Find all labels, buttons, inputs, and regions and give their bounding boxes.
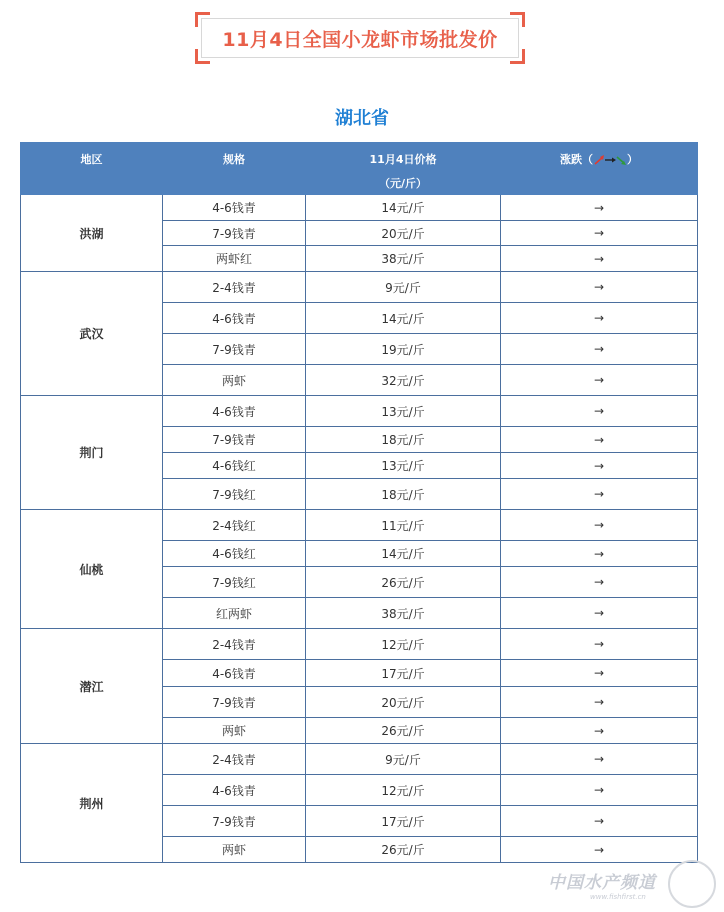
trend-cell: → [501, 837, 698, 863]
trend-cell: → [501, 365, 698, 396]
column-header-price-line2: （元/斤） [378, 177, 428, 190]
spec-cell: 4-6钱红 [163, 453, 306, 479]
trend-cell: → [501, 775, 698, 806]
trend-cell: → [501, 806, 698, 837]
column-header-region: 地区 [21, 143, 163, 195]
table-row [21, 396, 698, 427]
spec-cell: 两虾 [163, 837, 306, 863]
column-header-price [306, 143, 501, 195]
price-cell: 17元/斤 [306, 660, 501, 687]
title-banner [195, 12, 525, 64]
price-cell: 26元/斤 [306, 718, 501, 744]
trend-cell: → [501, 272, 698, 303]
table-row [21, 744, 698, 775]
price-cell: 13元/斤 [306, 453, 501, 479]
trend-cell: → [501, 687, 698, 718]
spec-cell: 7-9钱青 [163, 334, 306, 365]
spec-cell: 7-9钱青 [163, 221, 306, 246]
price-cell: 14元/斤 [306, 541, 501, 567]
trend-cell: → [501, 221, 698, 246]
spec-cell: 4-6钱青 [163, 303, 306, 334]
trend-legend-icon [593, 154, 627, 166]
price-cell: 14元/斤 [306, 195, 501, 221]
province-heading: 湖北省 [335, 108, 389, 129]
trend-cell: → [501, 479, 698, 510]
spec-cell: 4-6钱青 [163, 396, 306, 427]
spec-cell: 7-9钱红 [163, 567, 306, 598]
spec-cell: 7-9钱红 [163, 479, 306, 510]
column-header-price-line1: 11月4日价格 [369, 153, 437, 166]
table-row [21, 629, 698, 660]
price-cell: 26元/斤 [306, 837, 501, 863]
region-cell: 仙桃 [21, 510, 163, 629]
price-cell: 20元/斤 [306, 221, 501, 246]
spec-cell: 7-9钱青 [163, 806, 306, 837]
spec-cell: 两虾 [163, 365, 306, 396]
region-cell: 荆州 [21, 744, 163, 863]
price-cell: 38元/斤 [306, 246, 501, 272]
price-cell: 14元/斤 [306, 303, 501, 334]
table-row [21, 272, 698, 303]
spec-cell: 2-4钱青 [163, 629, 306, 660]
page-title: 11月4日全国小龙虾市场批发价 [222, 29, 498, 51]
trend-cell: → [501, 246, 698, 272]
price-cell: 11元/斤 [306, 510, 501, 541]
table-row [21, 195, 698, 221]
spec-cell: 2-4钱青 [163, 744, 306, 775]
spec-cell: 7-9钱青 [163, 687, 306, 718]
spec-cell: 2-4钱青 [163, 272, 306, 303]
table-header-row [21, 143, 698, 195]
trend-cell: → [501, 598, 698, 629]
trend-cell: → [501, 718, 698, 744]
trend-cell: → [501, 453, 698, 479]
price-cell: 26元/斤 [306, 567, 501, 598]
spec-cell: 红两虾 [163, 598, 306, 629]
price-cell: 18元/斤 [306, 427, 501, 453]
trend-header-open: 涨跌（ [560, 153, 593, 166]
down-arrow-icon [617, 157, 626, 165]
trend-cell: → [501, 567, 698, 598]
spec-cell: 4-6钱青 [163, 660, 306, 687]
price-table [20, 142, 698, 863]
column-header-spec: 规格 [163, 143, 306, 195]
price-cell: 32元/斤 [306, 365, 501, 396]
spec-cell: 4-6钱青 [163, 775, 306, 806]
spec-cell: 两虾 [163, 718, 306, 744]
right-arrow-icon [605, 158, 616, 163]
region-cell: 荆门 [21, 396, 163, 510]
column-header-trend [501, 143, 698, 195]
price-cell: 17元/斤 [306, 806, 501, 837]
price-cell: 20元/斤 [306, 687, 501, 718]
watermark-url: www.fishfirst.cn [590, 893, 646, 901]
price-cell: 19元/斤 [306, 334, 501, 365]
watermark-globe-icon [668, 860, 716, 908]
trend-cell: → [501, 396, 698, 427]
region-cell: 潜江 [21, 629, 163, 744]
spec-cell: 4-6钱青 [163, 195, 306, 221]
trend-cell: → [501, 303, 698, 334]
price-cell: 18元/斤 [306, 479, 501, 510]
spec-cell: 7-9钱青 [163, 427, 306, 453]
spec-cell: 两虾红 [163, 246, 306, 272]
spec-cell: 4-6钱红 [163, 541, 306, 567]
price-cell: 9元/斤 [306, 272, 501, 303]
price-cell: 9元/斤 [306, 744, 501, 775]
price-cell: 38元/斤 [306, 598, 501, 629]
watermark-text: 中国水产频道 [548, 873, 656, 893]
trend-cell: → [501, 629, 698, 660]
trend-header-close: ） [627, 153, 638, 166]
trend-cell: → [501, 195, 698, 221]
trend-cell: → [501, 427, 698, 453]
price-cell: 13元/斤 [306, 396, 501, 427]
price-cell: 12元/斤 [306, 775, 501, 806]
table-row [21, 510, 698, 541]
price-table-body [21, 195, 698, 863]
up-arrow-icon [595, 155, 604, 164]
trend-cell: → [501, 510, 698, 541]
region-cell: 武汉 [21, 272, 163, 396]
trend-cell: → [501, 660, 698, 687]
region-cell: 洪湖 [21, 195, 163, 272]
trend-cell: → [501, 541, 698, 567]
price-cell: 12元/斤 [306, 629, 501, 660]
trend-cell: → [501, 334, 698, 365]
trend-cell: → [501, 744, 698, 775]
spec-cell: 2-4钱红 [163, 510, 306, 541]
